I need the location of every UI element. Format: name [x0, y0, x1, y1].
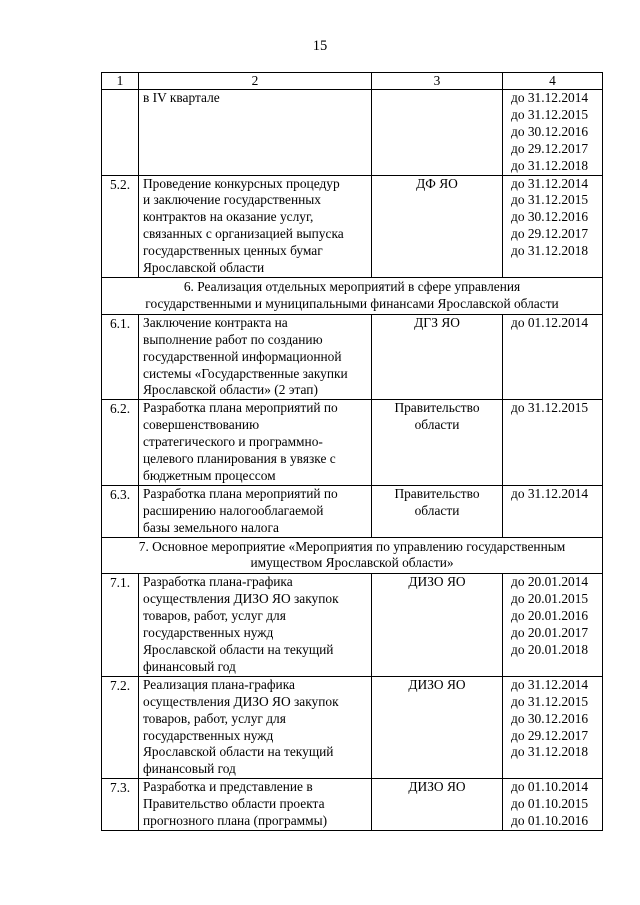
activity-text-line: расширению налогооблагаемой [143, 502, 324, 518]
deadline-line: до 31.12.2014 [511, 90, 589, 105]
activity-text [139, 175, 372, 277]
deadline-line: до 30.12.2016 [511, 209, 589, 225]
deadline-line: до 31.12.2014 [511, 485, 589, 501]
deadline-line: до 29.12.2017 [511, 226, 589, 242]
activity-text-line: Проведение конкурсных процедур [143, 175, 340, 191]
executor [372, 314, 503, 400]
activity-text [139, 676, 372, 778]
table-row [102, 90, 603, 176]
executor-line: ДИЗО ЯО [408, 574, 466, 590]
executor [372, 676, 503, 778]
activity-text-line: в IV квартале [143, 90, 220, 105]
column-header: 4 [503, 73, 603, 90]
table-header-row [102, 73, 603, 90]
activity-text-line: стратегического и программно- [143, 434, 323, 450]
deadline [503, 400, 603, 486]
column-header: 1 [102, 73, 139, 90]
activity-text-line: Ярославской области» (2 этап) [143, 382, 318, 398]
deadline-line: до 01.10.2015 [511, 796, 589, 812]
section-title-line: государственными и муниципальными финансами Ярославской области [145, 295, 559, 311]
section-row [102, 277, 603, 314]
activity-text-line: финансовый год [143, 658, 236, 674]
activity-text-line: финансовый год [143, 761, 236, 777]
deadline-line: до 30.12.2016 [511, 123, 589, 139]
deadline-line: до 31.12.2014 [511, 676, 589, 692]
deadline [503, 485, 603, 537]
section-title [102, 277, 603, 314]
deadline [503, 314, 603, 400]
activity-text [139, 90, 372, 176]
deadline-line: до 31.12.2015 [511, 106, 589, 122]
activity-text-line: Разработка плана мероприятий по [143, 400, 338, 416]
section-title-line: 7. Основное мероприятие «Мероприятия по управлению государственным [138, 538, 566, 554]
deadline-line: до 30.12.2016 [511, 710, 589, 726]
activity-text [139, 779, 372, 831]
activity-text-line: государственных нужд [143, 727, 274, 743]
table-row [102, 175, 603, 277]
item-number: 5.2. [102, 175, 139, 277]
activity-text-line: государственных ценных бумаг [143, 243, 323, 259]
activity-text-line: Разработка плана мероприятий по [143, 485, 338, 501]
item-number: 6.3. [102, 485, 139, 537]
deadline [503, 676, 603, 778]
executor [372, 574, 503, 676]
activity-text-line: целевого планирования в увязке с [143, 451, 336, 467]
item-number: 7.3. [102, 779, 139, 831]
activity-text-line: совершенствованию [143, 417, 260, 433]
activity-text-line: выполнение работ по созданию [143, 331, 323, 347]
section-title [102, 537, 603, 574]
executor-line: Правительство [394, 400, 480, 416]
deadline [503, 574, 603, 676]
activity-text [139, 400, 372, 486]
deadline-line: до 01.10.2014 [511, 779, 589, 795]
executor-line: области [414, 502, 460, 518]
executor-line: ДИЗО ЯО [408, 676, 466, 692]
activity-text-line: контрактов на оказание услуг, [143, 209, 314, 225]
activity-text-line: товаров, работ, услуг для [143, 710, 286, 726]
deadline-line: до 20.01.2018 [511, 642, 589, 657]
activity-text-line: осуществления ДИЗО ЯО закупок [143, 591, 339, 607]
deadline-line: до 31.12.2015 [511, 693, 589, 709]
activity-text [139, 485, 372, 537]
executor [372, 779, 503, 831]
item-number [102, 90, 139, 176]
activity-text-line: Разработка и представление в [143, 779, 313, 795]
activity-text-line: Реализация плана-графика [143, 676, 295, 692]
section-row [102, 537, 603, 574]
section-title-line: 6. Реализация отдельных мероприятий в сфере управления [183, 278, 521, 294]
executor [372, 175, 503, 277]
activity-text-line: товаров, работ, услуг для [143, 608, 286, 624]
deadline-line: до 01.12.2014 [511, 314, 589, 330]
activity-text-line: Ярославской области на текущий [143, 642, 334, 657]
plan-table [101, 72, 603, 831]
deadline-line: до 29.12.2017 [511, 140, 589, 156]
table-row [102, 400, 603, 486]
executor [372, 90, 503, 176]
activity-text-line: Разработка плана-графика [143, 574, 293, 590]
activity-text-line: бюджетным процессом [143, 467, 276, 483]
activity-text-line: прогнозного плана (программы) [143, 813, 328, 829]
deadline [503, 90, 603, 176]
deadline-line: до 01.10.2016 [511, 813, 589, 829]
activity-text-line: Заключение контракта на [143, 314, 288, 330]
column-header: 3 [372, 73, 503, 90]
item-number: 6.2. [102, 400, 139, 486]
executor-line: ДГЗ ЯО [414, 314, 460, 330]
table-row [102, 314, 603, 400]
item-number: 7.2. [102, 676, 139, 778]
deadline-line: до 31.12.2018 [511, 243, 589, 259]
executor [372, 400, 503, 486]
executor-line: ДФ ЯО [416, 175, 458, 191]
activity-text-line: государственной информационной [143, 348, 342, 364]
deadline-line: до 31.12.2015 [511, 400, 589, 416]
executor-line: Правительство [394, 485, 480, 501]
item-number: 6.1. [102, 314, 139, 400]
activity-text-line: государственных нужд [143, 625, 274, 641]
deadline [503, 779, 603, 831]
activity-text [139, 574, 372, 676]
activity-text-line: Ярославской области [143, 260, 265, 276]
deadline-line: до 31.12.2015 [511, 192, 589, 208]
activity-text-line: Ярославской области на текущий [143, 744, 334, 760]
deadline-line: до 20.01.2014 [511, 574, 589, 590]
item-number: 7.1. [102, 574, 139, 676]
activity-text-line: связанных с организацией выпуска [143, 226, 344, 242]
deadline-line: до 31.12.2018 [511, 157, 589, 173]
executor [372, 485, 503, 537]
table-row [102, 779, 603, 831]
activity-text-line: базы земельного налога [143, 519, 279, 535]
table-row [102, 485, 603, 537]
deadline-line: до 31.12.2014 [511, 175, 589, 191]
deadline-line: до 29.12.2017 [511, 727, 589, 743]
executor-line: области [414, 417, 460, 433]
deadline-line: до 20.01.2016 [511, 608, 589, 624]
column-header: 2 [139, 73, 372, 90]
activity-text-line: и заключение государственных [143, 192, 321, 208]
activity-text-line: системы «Государственные закупки [143, 365, 348, 381]
page-number: 15 [312, 38, 328, 54]
deadline-line: до 31.12.2018 [511, 744, 589, 760]
activity-text-line: Правительство области проекта [143, 796, 325, 812]
table-row [102, 574, 603, 676]
deadline-line: до 20.01.2015 [511, 591, 589, 607]
deadline-line: до 20.01.2017 [511, 625, 589, 641]
table-row [102, 676, 603, 778]
executor-line: ДИЗО ЯО [408, 779, 466, 795]
section-title-line: имуществом Ярославской области» [250, 555, 454, 571]
deadline [503, 175, 603, 277]
activity-text-line: осуществления ДИЗО ЯО закупок [143, 693, 339, 709]
activity-text [139, 314, 372, 400]
